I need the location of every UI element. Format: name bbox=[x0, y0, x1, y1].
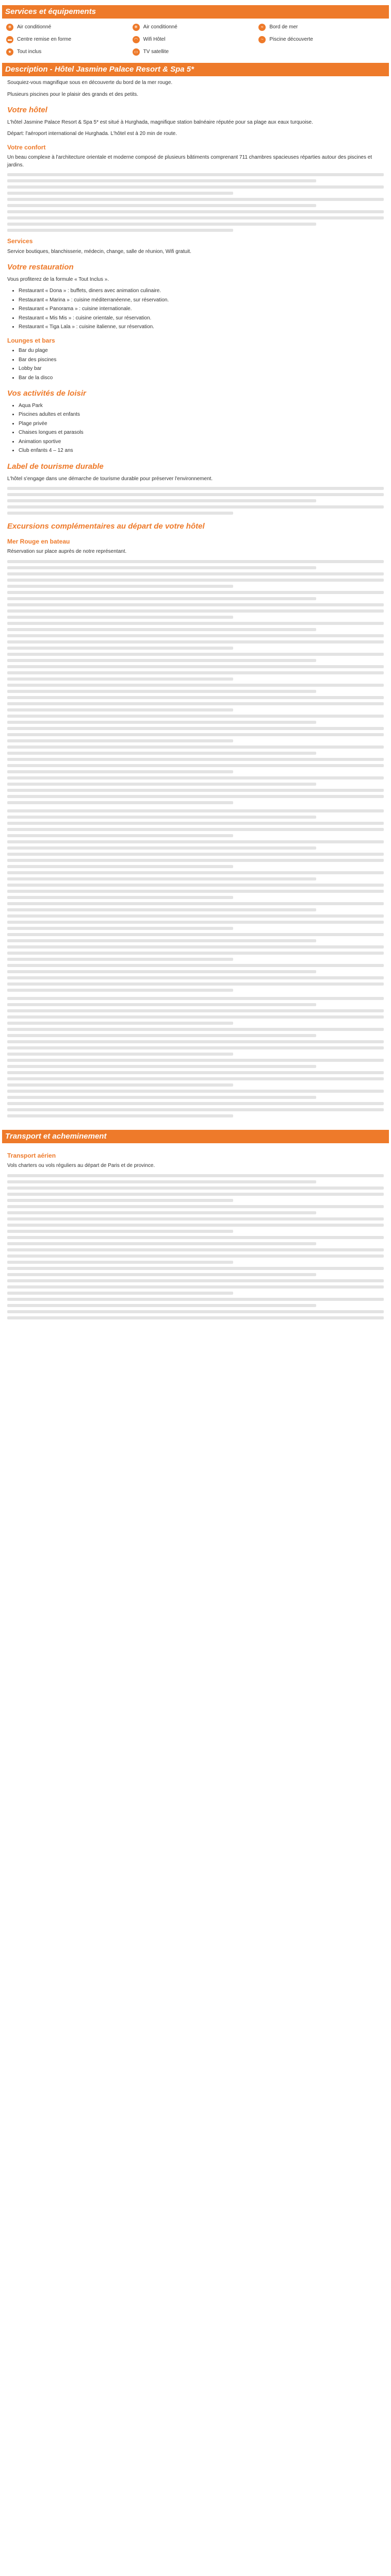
list-item: • Chaises longues et parasols bbox=[19, 429, 384, 437]
list-item: • Club enfants 4 – 12 ans bbox=[19, 447, 384, 455]
list-item: • Piscines adultes et enfants bbox=[19, 411, 384, 419]
list-item: • Plage privée bbox=[19, 420, 384, 428]
list-item: • Aqua Park bbox=[19, 402, 384, 410]
service-item bbox=[258, 23, 385, 32]
bars-list bbox=[7, 347, 384, 382]
dumbbell-icon: ▬ bbox=[6, 36, 13, 43]
text-block bbox=[7, 809, 384, 992]
list-item: • Restaurant « Dona » : buffets, diners avec animation culinaire. bbox=[19, 287, 384, 295]
service-item bbox=[6, 35, 133, 44]
wave-icon: ≈ bbox=[258, 24, 266, 31]
text-block bbox=[7, 1174, 384, 1319]
list-item: • Restaurant « Tiga Lala » : cuisine italienne, sur réservation. bbox=[19, 324, 384, 331]
text-block bbox=[7, 997, 384, 1117]
transport-content bbox=[0, 1143, 391, 1319]
excursions-subtitle: Mer Rouge en bateau bbox=[7, 537, 70, 545]
service-item bbox=[258, 35, 385, 44]
restaurants-title: Votre restauration bbox=[7, 263, 74, 272]
text-block bbox=[7, 173, 384, 232]
activities-title: Vos activités de loisir bbox=[7, 389, 86, 398]
excursions-title: Excursions complémentaires au départ de votre hôtel bbox=[7, 522, 205, 531]
text-block bbox=[7, 560, 384, 804]
description-content bbox=[0, 76, 391, 1117]
transport-heading: Transport et acheminement bbox=[2, 1130, 389, 1143]
intro-line: Plusieurs piscines pour le plaisir des grands et des petits. bbox=[7, 91, 139, 97]
wifi-icon: ◠ bbox=[133, 36, 140, 43]
transport-subtitle: Transport aérien bbox=[7, 1151, 56, 1159]
comfort-title: Votre confort bbox=[7, 143, 46, 151]
service-label: Wifi Hôtel bbox=[143, 36, 166, 42]
transport-text: Vols charters ou vols réguliers au départ de Paris et de province. bbox=[7, 1163, 155, 1169]
services-grid bbox=[0, 19, 391, 63]
service-label: Air conditionné bbox=[17, 24, 52, 30]
service-item bbox=[6, 47, 133, 57]
service-label: Tout inclus bbox=[17, 48, 42, 55]
restaurants-intro: Vous profiterez de la formule « Tout Inclus ». bbox=[7, 276, 109, 282]
bars-title: Lounges et bars bbox=[7, 336, 55, 344]
list-item: • Animation sportive bbox=[19, 438, 384, 446]
list-item: • Restaurant « Panorama » : cuisine internationale. bbox=[19, 306, 384, 313]
service-label: Piscine découverte bbox=[269, 36, 313, 42]
intro-line: Souquiez-vous magnifique sous en découverte du bord de la mer rouge. bbox=[7, 80, 173, 86]
list-item: • Restaurant « Mis Mis » : cuisine orientale, sur réservation. bbox=[19, 315, 384, 323]
excursions-text: Réservation sur place auprès de notre représentant. bbox=[7, 549, 127, 555]
list-item: • Bar de la disco bbox=[19, 375, 384, 382]
hotel-title: Votre hôtel bbox=[7, 106, 47, 114]
services-heading: Services et équipements bbox=[2, 5, 389, 19]
star-icon: ★ bbox=[6, 48, 13, 56]
snowflake-icon: ❄ bbox=[133, 24, 140, 31]
restaurants-list bbox=[7, 287, 384, 331]
list-item: • Restaurant « Marina » : cuisine méditerranéenne, sur réservation. bbox=[19, 297, 384, 304]
service-label: Air conditionné bbox=[143, 24, 177, 30]
list-item: • Bar des piscines bbox=[19, 357, 384, 364]
text-block bbox=[7, 487, 384, 515]
hotel-paragraph: Un beau complexe à l'architecture orientale et moderne composé de plusieurs bâtiments comprenant 711 chambres spacieuses réparties autour des piscines et jardins. bbox=[7, 155, 372, 168]
list-item: • Lobby bar bbox=[19, 365, 384, 373]
service-label: Bord de mer bbox=[269, 24, 298, 30]
service-label: Centre remise en forme bbox=[17, 36, 72, 42]
service-item bbox=[133, 47, 259, 57]
service-item bbox=[6, 23, 133, 32]
label-title: Label de tourisme durable bbox=[7, 462, 104, 471]
service-item bbox=[133, 35, 259, 44]
tv-icon: ▭ bbox=[133, 48, 140, 56]
services-text: Service boutiques, blanchisserie, médecin, change, salle de réunion, Wifi gratuit. bbox=[7, 248, 191, 255]
list-item: • Bar du plage bbox=[19, 347, 384, 355]
service-item bbox=[133, 23, 259, 32]
service-label: TV satellite bbox=[143, 48, 169, 55]
pool-icon: ~ bbox=[258, 36, 266, 43]
hotel-paragraph: Départ: l'aéroport international de Hurghada. L'hôtel est à 20 min de route. bbox=[7, 131, 177, 137]
description-heading: Description - Hôtel Jasmine Palace Resort & Spa 5* bbox=[2, 63, 389, 76]
activities-list bbox=[7, 402, 384, 455]
hotel-paragraph: L'hôtel Jasmine Palace Resort & Spa 5* est situé à Hurghada, magnifique station balnéaire réputée pour sa plage aux eaux turquoise. bbox=[7, 119, 313, 125]
services-subheading: Services bbox=[7, 238, 33, 245]
snowflake-icon: ❄ bbox=[6, 24, 13, 31]
label-text: L'hôtel s'engage dans une démarche de tourisme durable pour préserver l'environnement. bbox=[7, 476, 213, 482]
